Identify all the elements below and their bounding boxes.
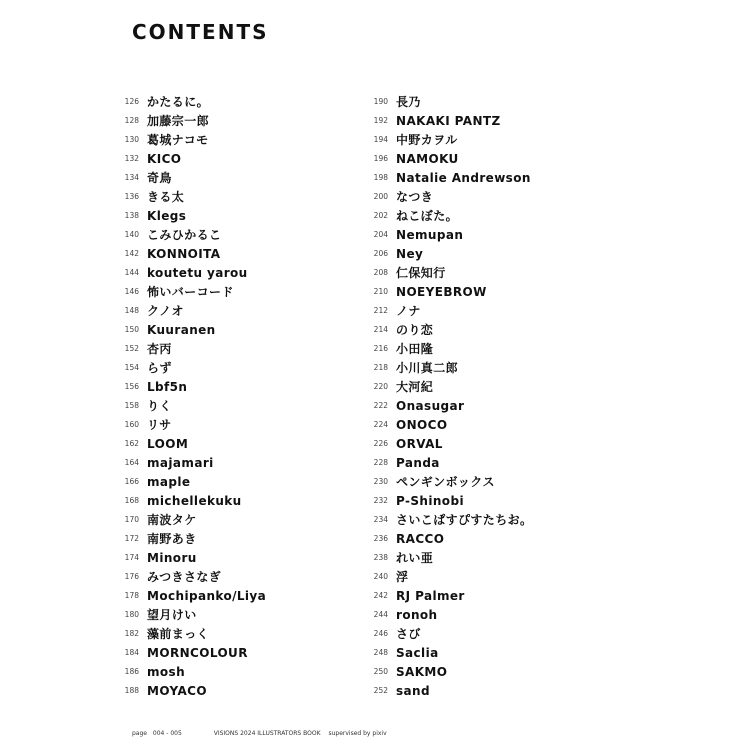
- toc-entry: [100, 377, 266, 396]
- toc-page-number: 166: [124, 477, 139, 486]
- toc-artist-name: 小田隆: [396, 342, 434, 356]
- toc-entry: [349, 605, 532, 624]
- toc-artist-name: maple: [147, 474, 191, 489]
- toc-page-number: 140: [124, 230, 139, 239]
- toc-entry: [349, 187, 532, 206]
- toc-page-number: 196: [373, 154, 388, 163]
- toc-page-number: 134: [124, 173, 139, 182]
- toc-artist-name: Mochipanko/Liya: [147, 588, 267, 603]
- toc-entry: [100, 149, 266, 168]
- toc-entry: [349, 662, 532, 681]
- toc-entry: [349, 339, 532, 358]
- toc-page-number: 184: [124, 648, 139, 657]
- toc-entry: [100, 396, 266, 415]
- toc-artist-name: ONOCO: [396, 417, 448, 432]
- toc-page-number: 234: [373, 515, 388, 524]
- toc-page-number: 204: [373, 230, 388, 239]
- contents-list-right: [349, 92, 532, 700]
- toc-artist-name: 葛城ナコモ: [147, 133, 209, 147]
- toc-entry: [349, 377, 532, 396]
- page-title: CONTENTS: [132, 20, 269, 44]
- toc-page-number: 146: [124, 287, 139, 296]
- toc-artist-name: 望月けい: [147, 608, 197, 622]
- toc-artist-name: こみひかるこ: [147, 228, 222, 242]
- toc-page-number: 198: [373, 173, 388, 182]
- toc-page-number: 142: [124, 249, 139, 258]
- toc-entry: [100, 548, 266, 567]
- toc-entry: [349, 567, 532, 586]
- toc-entry: [349, 548, 532, 567]
- page-footer: [132, 730, 387, 737]
- toc-entry: [349, 453, 532, 472]
- toc-page-number: 194: [373, 135, 388, 144]
- toc-entry: [349, 396, 532, 415]
- toc-artist-name: のり恋: [396, 323, 434, 337]
- toc-entry: [349, 472, 532, 491]
- toc-page-number: 128: [124, 116, 139, 125]
- toc-artist-name: Ney: [396, 246, 424, 261]
- toc-entry: [349, 434, 532, 453]
- toc-artist-name: sand: [396, 683, 430, 698]
- toc-artist-name: Klegs: [147, 208, 187, 223]
- toc-page-number: 240: [373, 572, 388, 581]
- toc-entry: [100, 225, 266, 244]
- toc-artist-name: NAMOKU: [396, 151, 459, 166]
- toc-page-number: 130: [124, 135, 139, 144]
- toc-page-number: 250: [373, 667, 388, 676]
- toc-entry: [100, 168, 266, 187]
- toc-artist-name: らず: [147, 361, 172, 375]
- toc-artist-name: Lbf5n: [147, 379, 188, 394]
- toc-entry: [349, 586, 532, 605]
- toc-page-number: 190: [373, 97, 388, 106]
- toc-artist-name: みつきさなぎ: [147, 570, 222, 584]
- toc-artist-name: 大河紀: [396, 380, 434, 394]
- toc-page-number: 238: [373, 553, 388, 562]
- toc-page-number: 186: [124, 667, 139, 676]
- toc-page-number: 136: [124, 192, 139, 201]
- toc-entry: [349, 111, 532, 130]
- toc-entry: [100, 586, 266, 605]
- toc-page-number: 248: [373, 648, 388, 657]
- toc-entry: [100, 415, 266, 434]
- toc-entry: [349, 320, 532, 339]
- toc-page-number: 216: [373, 344, 388, 353]
- toc-entry: [349, 491, 532, 510]
- toc-artist-name: 南波タケ: [147, 513, 197, 527]
- toc-page-number: 222: [373, 401, 388, 410]
- footer-supervised: supervised by pixiv: [328, 730, 387, 737]
- toc-artist-name: KONNOITA: [147, 246, 221, 261]
- toc-entry: [349, 358, 532, 377]
- toc-page-number: 206: [373, 249, 388, 258]
- toc-page-number: 246: [373, 629, 388, 638]
- toc-artist-name: 奇鳥: [147, 171, 172, 185]
- toc-artist-name: かたるに。: [147, 95, 210, 109]
- toc-page-number: 138: [124, 211, 139, 220]
- toc-artist-name: りく: [147, 399, 172, 413]
- toc-entry: [349, 282, 532, 301]
- toc-artist-name: さび: [396, 627, 421, 641]
- toc-page-number: 158: [124, 401, 139, 410]
- toc-artist-name: 小川真二郎: [396, 361, 459, 375]
- toc-entry: [349, 681, 532, 700]
- toc-entry: [349, 643, 532, 662]
- toc-page-number: 180: [124, 610, 139, 619]
- toc-artist-name: majamari: [147, 455, 214, 470]
- toc-entry: [349, 92, 532, 111]
- toc-page-number: 164: [124, 458, 139, 467]
- toc-entry: [100, 339, 266, 358]
- toc-artist-name: 怖いバーコード: [147, 285, 234, 299]
- toc-artist-name: Nemupan: [396, 227, 464, 242]
- toc-entry: [349, 149, 532, 168]
- toc-artist-name: koutetu yarou: [147, 265, 248, 280]
- toc-page-number: 200: [373, 192, 388, 201]
- toc-entry: [100, 111, 266, 130]
- toc-page-number: 156: [124, 382, 139, 391]
- toc-page-number: 188: [124, 686, 139, 695]
- toc-page-number: 162: [124, 439, 139, 448]
- toc-artist-name: ペンギンボックス: [396, 475, 495, 489]
- toc-page-number: 232: [373, 496, 388, 505]
- toc-artist-name: Panda: [396, 455, 440, 470]
- toc-page-number: 172: [124, 534, 139, 543]
- toc-page-number: 174: [124, 553, 139, 562]
- toc-entry: [100, 187, 266, 206]
- toc-page-number: 212: [373, 306, 388, 315]
- toc-entry: [349, 529, 532, 548]
- toc-artist-name: KICO: [147, 151, 182, 166]
- toc-page-number: 144: [124, 268, 139, 277]
- toc-entry: [349, 510, 532, 529]
- toc-page-number: 126: [124, 97, 139, 106]
- toc-entry: [100, 244, 266, 263]
- toc-artist-name: Minoru: [147, 550, 197, 565]
- toc-page-number: 210: [373, 287, 388, 296]
- toc-page-number: 218: [373, 363, 388, 372]
- toc-page-number: 152: [124, 344, 139, 353]
- toc-page-number: 150: [124, 325, 139, 334]
- toc-artist-name: michellekuku: [147, 493, 242, 508]
- toc-artist-name: Natalie Andrewson: [396, 170, 531, 185]
- toc-artist-name: NOEYEBROW: [396, 284, 487, 299]
- toc-page-number: 230: [373, 477, 388, 486]
- toc-artist-name: Kuuranen: [147, 322, 216, 337]
- toc-entry: [100, 263, 266, 282]
- toc-entry: [100, 624, 266, 643]
- toc-page-number: 160: [124, 420, 139, 429]
- toc-entry: [100, 681, 266, 700]
- toc-artist-name: MOYACO: [147, 683, 207, 698]
- toc-entry: [100, 662, 266, 681]
- toc-page-number: 244: [373, 610, 388, 619]
- toc-page-number: 224: [373, 420, 388, 429]
- toc-page-number: 170: [124, 515, 139, 524]
- toc-entry: [349, 415, 532, 434]
- toc-entry: [100, 529, 266, 548]
- toc-artist-name: ねこぼた。: [396, 209, 459, 223]
- toc-page-number: 226: [373, 439, 388, 448]
- toc-artist-name: れい亜: [396, 551, 434, 565]
- toc-artist-name: ノナ: [396, 304, 421, 318]
- toc-entry: [349, 244, 532, 263]
- toc-artist-name: さいこぱすぴすたちお。: [396, 513, 533, 527]
- toc-page-number: 252: [373, 686, 388, 695]
- toc-page-number: 242: [373, 591, 388, 600]
- toc-artist-name: RACCO: [396, 531, 445, 546]
- toc-entry: [100, 491, 266, 510]
- toc-artist-name: Onasugar: [396, 398, 465, 413]
- toc-entry: [100, 472, 266, 491]
- toc-entry: [100, 567, 266, 586]
- toc-artist-name: Saclia: [396, 645, 439, 660]
- toc-artist-name: リサ: [147, 418, 172, 432]
- toc-artist-name: mosh: [147, 664, 186, 679]
- toc-page-number: 228: [373, 458, 388, 467]
- toc-artist-name: 長乃: [396, 95, 421, 109]
- toc-artist-name: LOOM: [147, 436, 189, 451]
- toc-entry: [100, 320, 266, 339]
- toc-artist-name: 仁保知行: [396, 266, 446, 280]
- toc-page-number: 154: [124, 363, 139, 372]
- toc-artist-name: MORNCOLOUR: [147, 645, 248, 660]
- toc-entry: [349, 168, 532, 187]
- toc-page-number: 132: [124, 154, 139, 163]
- toc-page-number: 220: [373, 382, 388, 391]
- toc-artist-name: なつき: [396, 190, 434, 204]
- toc-page-number: 192: [373, 116, 388, 125]
- toc-artist-name: 藻前まっく: [147, 627, 210, 641]
- toc-entry: [100, 643, 266, 662]
- toc-entry: [100, 358, 266, 377]
- toc-artist-name: ronoh: [396, 607, 438, 622]
- toc-page-number: 178: [124, 591, 139, 600]
- toc-page-number: 236: [373, 534, 388, 543]
- toc-entry: [349, 206, 532, 225]
- toc-entry: [349, 225, 532, 244]
- footer-page-label: page: [132, 730, 147, 737]
- toc-artist-name: NAKAKI PANTZ: [396, 113, 501, 128]
- toc-page-number: 168: [124, 496, 139, 505]
- footer-page-range: 004 - 005: [152, 730, 182, 737]
- toc-artist-name: SAKMO: [396, 664, 448, 679]
- toc-artist-name: RJ Palmer: [396, 588, 465, 603]
- toc-entry: [100, 130, 266, 149]
- toc-page-number: 182: [124, 629, 139, 638]
- toc-entry: [100, 282, 266, 301]
- toc-entry: [100, 206, 266, 225]
- toc-page-number: 176: [124, 572, 139, 581]
- toc-page-number: 208: [373, 268, 388, 277]
- toc-artist-name: クノオ: [147, 304, 184, 318]
- toc-entry: [100, 434, 266, 453]
- toc-artist-name: 南野あき: [147, 532, 197, 546]
- toc-entry: [100, 92, 266, 111]
- toc-entry: [100, 301, 266, 320]
- toc-entry: [100, 605, 266, 624]
- toc-artist-name: きる太: [147, 190, 185, 204]
- toc-entry: [349, 263, 532, 282]
- toc-artist-name: 杏丙: [147, 342, 172, 356]
- footer-book-title: VISIONS 2024 ILLUSTRATORS BOOK: [213, 730, 321, 737]
- toc-entry: [349, 301, 532, 320]
- toc-entry: [100, 510, 266, 529]
- toc-artist-name: 加藤宗一郎: [147, 114, 210, 128]
- toc-entry: [349, 130, 532, 149]
- toc-page-number: 202: [373, 211, 388, 220]
- toc-artist-name: P-Shinobi: [396, 493, 464, 508]
- contents-list-left: [100, 92, 266, 700]
- toc-page-number: 148: [124, 306, 139, 315]
- toc-entry: [100, 453, 266, 472]
- toc-artist-name: 浮: [396, 570, 409, 584]
- toc-artist-name: ORVAL: [396, 436, 443, 451]
- toc-page-number: 214: [373, 325, 388, 334]
- toc-artist-name: 中野カヲル: [396, 133, 458, 147]
- toc-entry: [349, 624, 532, 643]
